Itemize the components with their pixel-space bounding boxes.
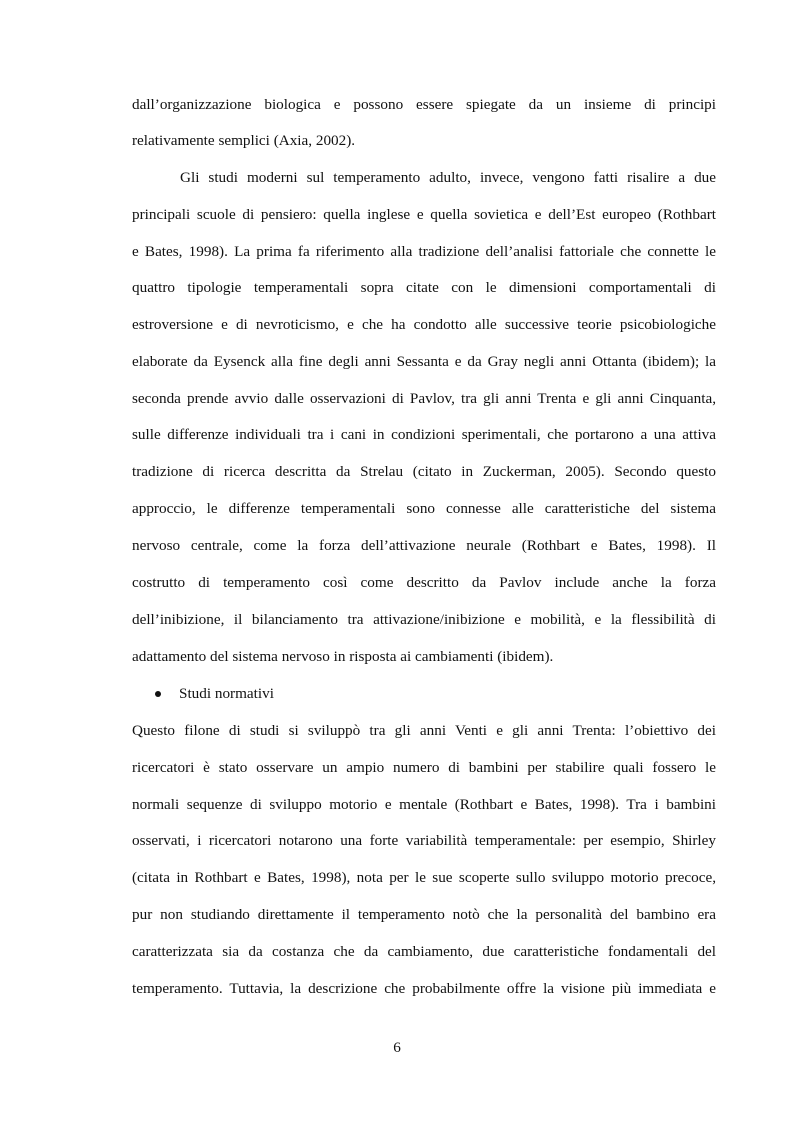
text-line: tradizione di ricerca descritta da Strelau (citato in Zuckerman, 2005). Secondo questo [132, 463, 716, 480]
text-line: adattamento del sistema nervoso in risposta ai cambiamenti (ibidem). [132, 648, 554, 665]
text-line: sulle differenze individuali tra i cani in condizioni sperimentali, che portarono a una attiva [132, 426, 716, 443]
text-line: normali sequenze di sviluppo motorio e mentale (Rothbart e Bates, 1998). Tra i bambini [132, 796, 716, 813]
text-line: seconda prende avvio dalle osservazioni di Pavlov, tra gli anni Trenta e gli anni Cinquanta, [132, 390, 716, 407]
text-line: approccio, le differenze temperamentali sono connesse alle caratteristiche del sistema [132, 500, 716, 517]
bullet-item [155, 684, 274, 704]
text-line: osservati, i ricercatori notarono una forte variabilità temperamentale: per esempio, Shirley [132, 832, 716, 849]
text-line: ricercatori è stato osservare un ampio numero di bambini per stabilire quali fossero le [132, 759, 716, 776]
text-line: caratterizzata sia da costanza che da cambiamento, due caratteristiche fondamentali del [132, 943, 716, 960]
page-number: 6 [393, 1039, 401, 1056]
text-line: quattro tipologie temperamentali sopra citate con le dimensioni comportamentali di [132, 279, 716, 296]
text-line: estroversione e di nevroticismo, e che ha condotto alle successive teorie psicobiologiche [132, 316, 716, 333]
text-line: Questo filone di studi si sviluppò tra gli anni Venti e gli anni Trenta: l’obiettivo dei [132, 722, 716, 739]
bullet-icon [155, 691, 161, 697]
text-line: dell’inibizione, il bilanciamento tra attivazione/inibizione e mobilità, e la flessibilità di [132, 611, 716, 628]
text-line: pur non studiando direttamente il temperamento notò che la personalità del bambino era [132, 906, 716, 923]
text-line: Gli studi moderni sul temperamento adulto, invece, vengono fatti risalire a due [180, 169, 716, 186]
text-line: relativamente semplici (Axia, 2002). [132, 132, 356, 149]
text-line: elaborate da Eysenck alla fine degli anni Sessanta e da Gray negli anni Ottanta (ibidem); la [132, 353, 716, 370]
bullet-label: Studi normativi [179, 685, 274, 702]
text-line: costrutto di temperamento così come descritto da Pavlov include anche la forza [132, 574, 716, 591]
text-line: e Bates, 1998). La prima fa riferimento alla tradizione dell’analisi fattoriale che connette le [132, 243, 716, 260]
text-line: nervoso centrale, come la forza dell’attivazione neurale (Rothbart e Bates, 1998). Il [132, 537, 716, 554]
text-line: (citata in Rothbart e Bates, 1998), nota per le sue scoperte sullo sviluppo motorio precoce, [132, 869, 716, 886]
text-line: temperamento. Tuttavia, la descrizione che probabilmente offre la visione più immediata e [132, 980, 716, 997]
text-line: dall’organizzazione biologica e possono essere spiegate da un insieme di principi [132, 96, 716, 113]
text-line: principali scuole di pensiero: quella inglese e quella sovietica e dell’Est europeo (Rothbart [132, 206, 716, 223]
